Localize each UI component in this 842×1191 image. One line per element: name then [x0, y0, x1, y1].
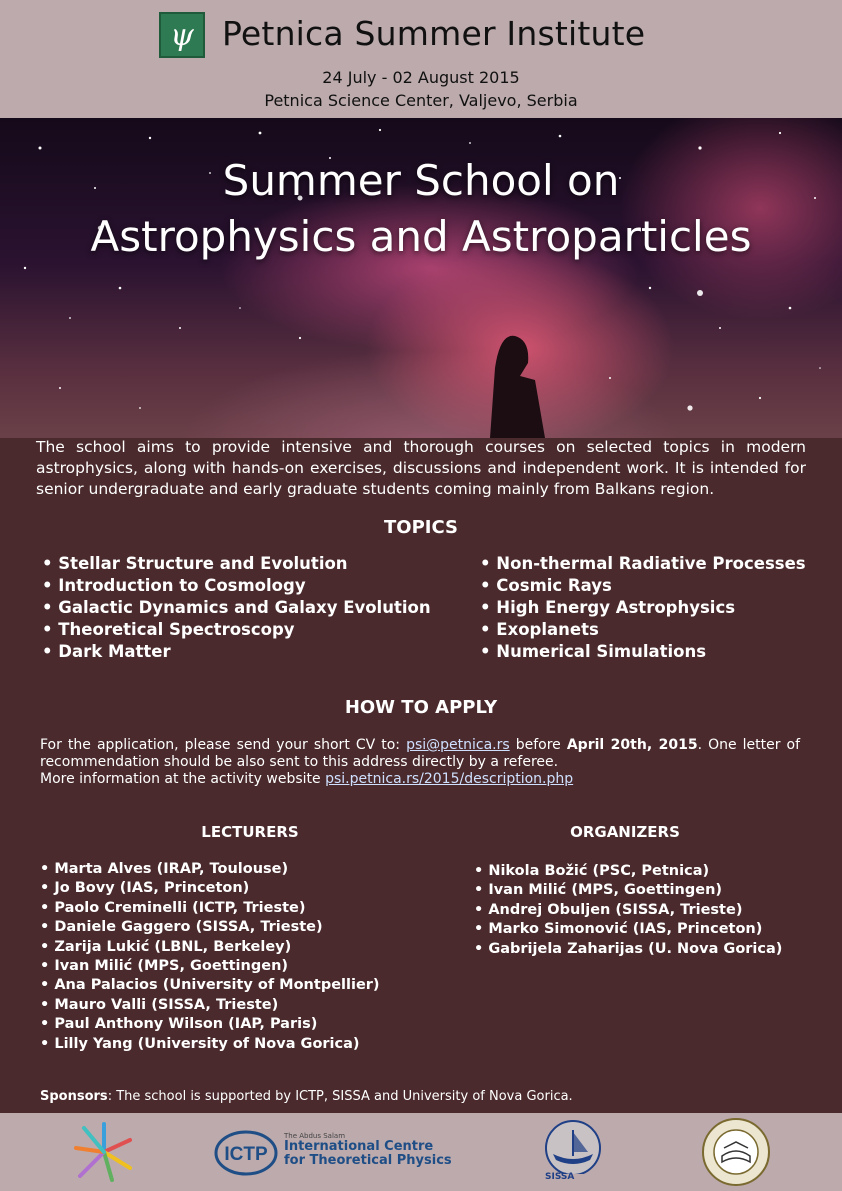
topic-item: • Theoretical Spectroscopy — [42, 619, 431, 641]
topic-item: • Numerical Simulations — [480, 641, 806, 663]
lecturer-item: • Daniele Gaggero (SISSA, Trieste) — [40, 918, 380, 937]
apply-text: More information at the activity website — [40, 771, 326, 787]
lecturers-list — [40, 860, 380, 1054]
sponsors-text: : The school is supported by ICTP, SISSA and University of Nova Gorica. — [107, 1089, 573, 1104]
lecturer-item: • Lilly Yang (University of Nova Gorica) — [40, 1035, 380, 1054]
email-link[interactable]: psi@petnica.rs — [406, 737, 510, 753]
lecturer-item: • Ana Palacios (University of Montpellier) — [40, 976, 380, 995]
petnica-logo — [159, 12, 205, 58]
ictp-line2: for Theoretical Physics — [284, 1153, 452, 1168]
apply-text: before — [509, 737, 567, 753]
organizer-item: • Ivan Milić (MPS, Goettingen) — [474, 881, 782, 900]
topic-item: • Introduction to Cosmology — [42, 575, 431, 597]
sponsors-label: Sponsors — [40, 1089, 108, 1104]
sissa-logo-icon — [528, 1116, 618, 1174]
topics-list-right — [480, 553, 806, 663]
school-title-line1: Summer School on — [222, 156, 620, 205]
header — [0, 0, 842, 118]
organizer-item: • Andrej Obuljen (SISSA, Trieste) — [474, 901, 782, 920]
organizers-list — [474, 862, 782, 959]
organizer-item: • Nikola Božić (PSC, Petnica) — [474, 862, 782, 881]
sissa-label: SISSA — [545, 1172, 575, 1182]
apply-text: . One letter of recommendation should be also sent to this address directly by a referee. — [40, 737, 801, 770]
nova-gorica-seal-icon — [700, 1116, 772, 1188]
event-venue: Petnica Science Center, Valjevo, Serbia — [264, 91, 578, 110]
lecturer-item: • Mauro Valli (SISSA, Trieste) — [40, 996, 380, 1015]
event-dates: 24 July - 02 August 2015 — [322, 68, 520, 87]
apply-paragraph — [40, 737, 800, 788]
topic-item: • High Energy Astrophysics — [480, 597, 806, 619]
lecturer-item: • Paolo Creminelli (ICTP, Trieste) — [40, 899, 380, 918]
topics-heading: TOPICS — [384, 517, 458, 538]
topic-item: • Cosmic Rays — [480, 575, 806, 597]
horsehead-silhouette — [490, 336, 545, 438]
lecturer-item: • Zarija Lukić (LBNL, Berkeley) — [40, 938, 380, 957]
hero-nebula-image — [0, 118, 842, 438]
lecturer-item: • Ivan Milić (MPS, Goettingen) — [40, 957, 380, 976]
institute-name: Petnica Summer Institute — [222, 14, 646, 53]
topic-item: • Dark Matter — [42, 641, 431, 663]
topic-item: • Non-thermal Radiative Processes — [480, 553, 806, 575]
apply-text: For the application, please send your short CV to: — [40, 737, 407, 753]
lecturer-item: • Paul Anthony Wilson (IAP, Paris) — [40, 1015, 380, 1034]
psi-symbol: ψ — [170, 17, 194, 53]
ictp-small-text: The Abdus Salam — [284, 1132, 346, 1140]
organizer-item: • Marko Simonović (IAS, Princeton) — [474, 920, 782, 939]
ictp-line1: International Centre — [284, 1139, 434, 1154]
topic-item: • Stellar Structure and Evolution — [42, 553, 431, 575]
topic-item: • Galactic Dynamics and Galaxy Evolution — [42, 597, 431, 619]
lecturer-item: • Jo Bovy (IAS, Princeton) — [40, 879, 380, 898]
topics-list-left — [42, 553, 431, 663]
ictp-abbrev: ICTP — [224, 1144, 268, 1165]
school-title-line2: Astrophysics and Astroparticles — [90, 212, 752, 261]
lecturers-heading: LECTURERS — [201, 823, 299, 841]
deadline: April 20th, 2015 — [566, 737, 698, 753]
lecturer-item: • Marta Alves (IRAP, Toulouse) — [40, 860, 380, 879]
psc-star-logo-icon — [68, 1118, 140, 1186]
intro-paragraph: The school aims to provide intensive and thorough courses on selected topics in modern astrophysics, along with hands-on exercises, discussions and independent work. It is intended for senior undergraduate and early graduate students coming mainly from Balkans region. — [36, 438, 806, 498]
organizer-item: • Gabrijela Zaharijas (U. Nova Gorica) — [474, 940, 782, 959]
sponsors-line — [40, 1089, 573, 1104]
website-link[interactable]: psi.petnica.rs/2015/description.php — [325, 771, 574, 787]
ictp-logo-icon — [214, 1130, 278, 1176]
organizers-heading: ORGANIZERS — [570, 823, 680, 841]
topic-item: • Exoplanets — [480, 619, 806, 641]
how-to-apply-heading: HOW TO APPLY — [344, 697, 498, 718]
ictp-name-block — [284, 1132, 452, 1168]
